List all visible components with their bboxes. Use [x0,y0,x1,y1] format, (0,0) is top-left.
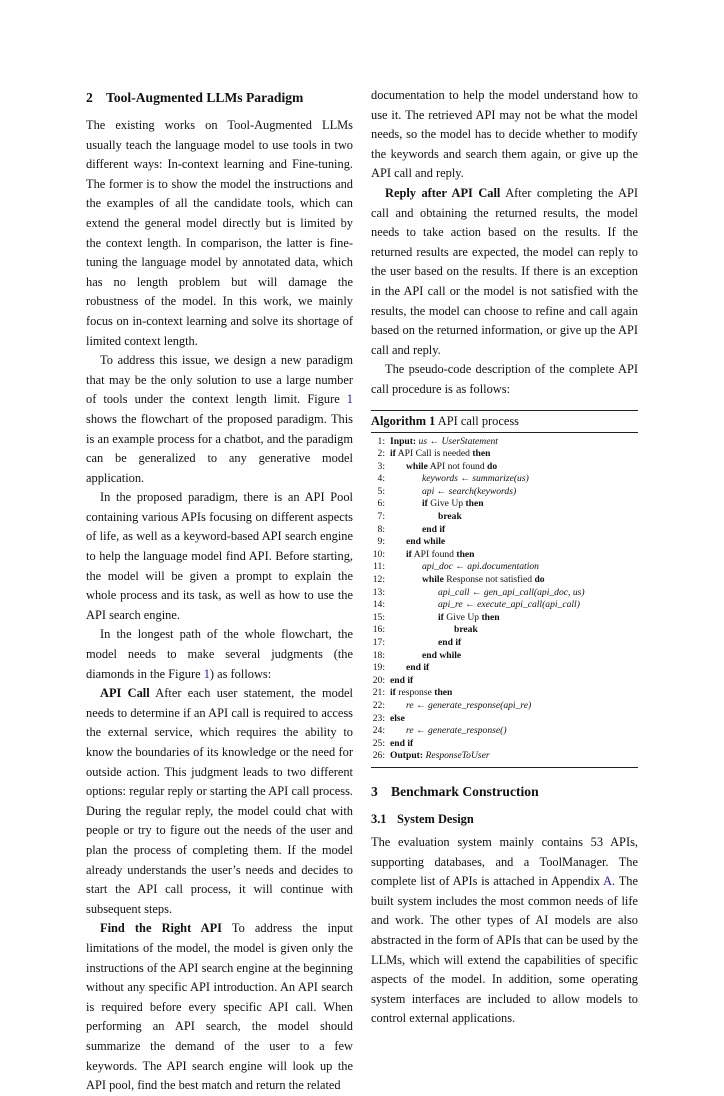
line-code: if Give Up then [422,498,484,510]
algorithm-line [371,486,638,499]
paragraph-text: To address this issue, we design a new paradigm that may be the only solution to use a large number of tools under the context length limit. Figure [86,353,353,407]
line-code: if API Call is needed then [390,448,491,460]
algorithm-line [371,687,638,700]
paragraph-api-pool: In the proposed paradigm, there is an API Pool containing various APIs focusing on different aspects of life, as well as a keyword-based API search engine to help the language model find API. Before starting, the model will be given a prompt to explain the whole process and its task, as well as how to use the API search engine. [86,490,353,622]
line-code: api_doc ← api.documentation [422,561,539,573]
algorithm-title [371,411,638,433]
section-heading [86,88,353,108]
paragraph-text: . The built system includes the most common needs of life and work. The other types of AI models are also abstracted in the form of APIs that can be used by the LLMs, which will extend the capabilities of specific aspects of the model. In addition, some operating system interfaces are included to allow models to control external applications. [371,874,638,1026]
section-number: 3 [371,783,378,799]
algorithm-line [371,599,638,612]
paragraph-system-design [371,833,638,1029]
line-number: 12: [372,574,385,586]
line-number: 1: [377,435,385,447]
algorithm-line [371,461,638,474]
section-title: Benchmark Construction [391,783,539,799]
section-heading [371,782,638,802]
line-code: end if [422,523,446,535]
section-number: 2 [86,90,93,105]
line-number: 21: [372,687,385,699]
paragraph-text: The evaluation system mainly contains 53 APIs, supporting databases, and a ToolManager. The complete list of APIs is attached in Appendix [371,834,638,889]
line-code: api ← search(keywords) [422,485,517,497]
line-code: end if [390,674,414,686]
algorithm-line [371,511,638,524]
algorithm-line [371,574,638,587]
left-column [86,88,353,1096]
line-code: Input: us ← UserStatement [390,435,498,447]
line-number: 3: [377,460,385,472]
appendix-ref-link[interactable]: A [603,874,613,889]
line-number: 23: [372,712,385,724]
line-number: 22: [372,699,385,711]
algorithm-line [371,637,638,650]
line-number: 17: [372,637,385,648]
paragraph-find-api [86,919,353,1095]
algorithm-line [371,587,638,600]
algorithm-line [371,612,638,625]
line-code: break [454,624,478,636]
line-number: 5: [377,485,385,497]
algorithm-line [371,725,638,738]
subsection-title: System Design [397,811,474,826]
line-code: api_re ← execute_api_call(api_call) [438,599,580,611]
paragraph-text: In the longest path of the whole flowchart, the model needs to make several judgments (the diamonds in the Figure [86,627,353,681]
line-number: 18: [372,649,385,661]
paragraph-text: After completing the API call and obtaining the returned results, the model needs to take action based on the results. If the returned results are expected, the model can reply to the user based on the results. If there is an exception in the API call or the model is not satisfied with the results, the model can choose to refine and call again based on the returned information, or give up the API call and reply. [371,185,638,357]
line-code: end if [406,662,430,674]
line-number: 7: [377,511,385,523]
line-number: 2: [377,448,385,460]
paragraph-reply [371,184,638,360]
algorithm-line [371,700,638,713]
figure-ref-link[interactable]: 1 [203,666,210,681]
algorithm-line [371,561,638,574]
algorithm-line [371,750,638,763]
paragraph-pseudocode-intro: The pseudo-code description of the complete API call procedure is as follows: [371,362,638,396]
algorithm-line [371,738,638,751]
right-column [371,86,638,1029]
paragraph-paradigm [86,351,353,488]
line-code: Output: ResponseToUser [390,750,490,762]
line-code: end if [390,737,414,749]
line-code: re ← generate_response() [406,725,507,737]
algorithm-line [371,524,638,537]
line-code: end while [422,649,462,661]
line-number: 10: [372,548,385,560]
line-number: 8: [377,523,385,535]
line-number: 25: [372,737,385,749]
algorithm-lines [371,433,638,767]
algorithm-line [371,536,638,549]
paragraph-intro: The existing works on Tool-Augmented LLMs usually teach the language model to use tools in two different ways: In-context learning and Fine-tuning. The former is to show the model the instructions and the examples of all the candidate tools, which can extend the general model directly but is limited by the context length. In comparison, the latter is fine-tuning the language model by annotated data, which has no length problem but will damage the robustness of the model. In this work, we mainly focus on in-context learning and solve its shortage of limited context length. [86,118,353,348]
line-code: keywords ← summarize(us) [422,473,529,485]
line-code: re ← generate_response(api_re) [406,699,532,711]
paragraph-text: shows the flowchart of the proposed paradigm. This is an example process for a chatbot, and the paradigm can be generalized to any generative model application. [86,411,353,485]
section-title: Tool-Augmented LLMs Paradigm [106,90,304,105]
line-code: if API found then [406,548,475,560]
algorithm-line [371,549,638,562]
paragraph-text: After each user statement, the model needs to determine if an API call is required to access the external service, which requires the ability to know the boundaries of its knowledge or the need for outside action. This judgment leads to two different options: regular reply or starting the API call process. During the regular reply, the model could chat with people or try to figure out the needs of the user and plan the process of completing them. If the model already understands the user’s needs and decides to start the API call process, it will continue with subsequent steps. [86,686,354,916]
run-in-heading: API Call [100,686,150,701]
algorithm-box [371,410,638,768]
line-code: end while [406,536,446,548]
algorithm-line [371,448,638,461]
line-number: 9: [377,536,385,548]
algorithm-line [371,650,638,663]
line-number: 24: [372,725,385,737]
subsection-number: 3.1 [371,811,387,826]
line-code: if response then [390,687,453,699]
line-code: api_call ← gen_api_call(api_doc, us) [438,586,585,598]
paragraph-api-call [86,684,353,919]
line-code: else [390,712,405,724]
line-number: 15: [372,611,385,623]
line-number: 14: [372,599,385,611]
line-number: 6: [377,498,385,510]
run-in-heading: Find the Right API [100,921,222,936]
paragraph-text: To address the input limitations of the model, the model is given only the instructions of the API search engine at the beginning without any specific API introduction. An API search is required before every specific API call. When performing an API search, the model should summarize the demand of the user to a few keywords. The API search engine will look up the API pool, find the best match and return the related [86,921,353,1093]
line-number: 26: [372,750,385,762]
line-code: end if [438,637,462,648]
line-number: 20: [372,674,385,686]
algorithm-line [371,498,638,511]
line-number: 11: [373,561,385,573]
figure-ref-link[interactable]: 1 [346,392,353,407]
line-code: while API not found do [406,460,498,472]
line-number: 4: [377,473,385,485]
algorithm-line [371,436,638,449]
line-code: if Give Up then [438,611,500,623]
line-code: break [438,511,462,523]
paragraph-text: ) as follows: [209,666,272,681]
line-code: while Response not satisfied do [422,574,545,586]
line-number: 19: [372,662,385,674]
subsection-heading [371,810,638,829]
algorithm-line [371,675,638,688]
paragraph-judgments [86,625,353,684]
run-in-heading: Reply after API Call [385,185,501,200]
algorithm-name: API call process [437,413,519,428]
algorithm-line [371,662,638,675]
line-number: 16: [372,624,385,636]
algorithm-line [371,713,638,726]
algorithm-line [371,624,638,637]
paragraph-documentation: documentation to help the model understand how to use it. The retrieved API may not be what the model needs, so the model has to decide whether to modify the keywords and search them again, or give up the API call and reply. [371,88,638,181]
algorithm-line [371,473,638,486]
line-number: 13: [372,586,385,598]
algorithm-label: Algorithm 1 [371,413,436,428]
